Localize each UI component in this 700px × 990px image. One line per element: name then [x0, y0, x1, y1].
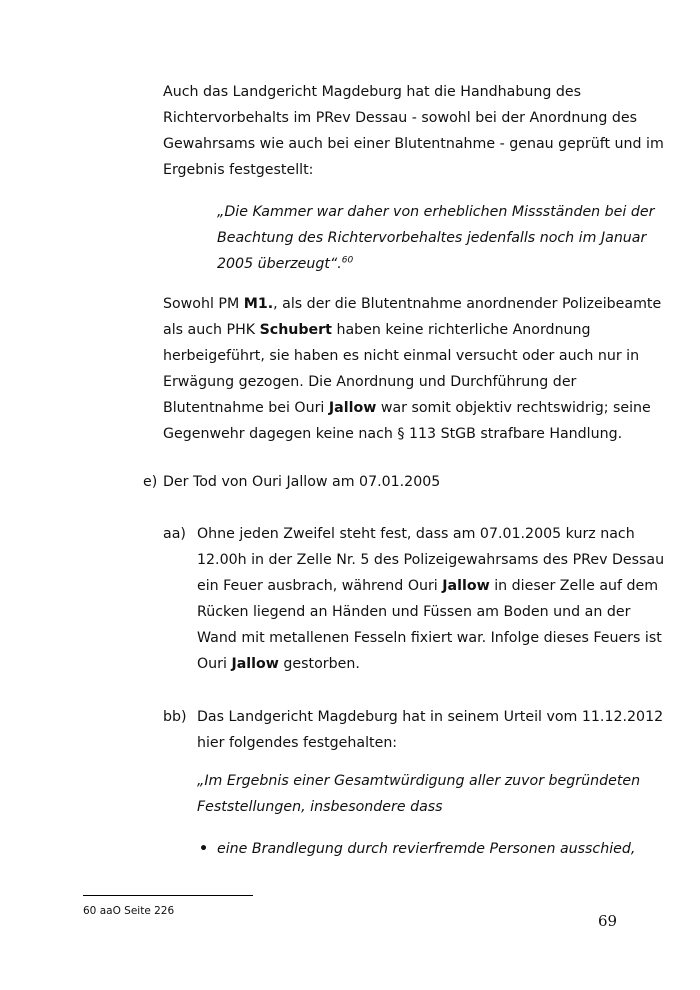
text-line: Rücken liegend an Händen und Füssen am Boden und an der: [197, 604, 631, 620]
footnote-text: 60 aaO Seite 226: [83, 905, 175, 917]
text-run: in dieser Zelle auf dem: [489, 578, 659, 594]
item-bb-text: [197, 704, 664, 756]
item-marker: bb): [163, 709, 187, 725]
text-run: haben keine richterliche Anordnung: [331, 322, 591, 338]
text-line: Auch das Landgericht Magdeburg hat die Handhabung des: [163, 84, 581, 100]
text-line: Gegenwehr dagegen keine nach § 113 StGB strafbare Handlung.: [163, 426, 623, 442]
text-run: Sowohl PM: [163, 296, 244, 312]
text-line: Das Landgericht Magdeburg hat in seinem Urteil vom 11.12.2012: [197, 709, 664, 725]
block-quote-kammer: [217, 199, 655, 277]
text-run: Blutentnahme bei Ouri: [163, 400, 329, 416]
section-heading: Der Tod von Ouri Jallow am 07.01.2005: [163, 474, 441, 490]
text-line: herbeigeführt, sie haben es nicht einmal versucht oder auch nur in: [163, 348, 640, 364]
footnote-reference: 60: [341, 255, 354, 266]
text-run: ein Feuer ausbrach, während Ouri: [197, 578, 443, 594]
text-line: [197, 651, 617, 677]
text-line: hier folgendes festgehalten:: [197, 735, 398, 751]
quote-line: [217, 251, 607, 277]
text-line: Wand mit metallenen Fesseln fixiert war. Infolge dieses Feuers ist: [197, 630, 662, 646]
paragraph-landgericht-review: [163, 79, 664, 183]
paragraph-blutentnahme: [163, 291, 662, 447]
item-marker: aa): [163, 526, 186, 542]
text-line: [163, 395, 651, 421]
text-run: als auch PHK: [163, 322, 260, 338]
text-run: , als der die Blutentnahme anordnender Polizeibeamte: [273, 296, 662, 312]
bullet-icon: •: [199, 841, 209, 857]
quote-last-text: 2005 überzeugt“.: [217, 256, 342, 272]
bullet-item-text: eine Brandlegung durch revierfremde Personen ausschied,: [217, 841, 636, 857]
quote-line: Feststellungen, insbesondere dass: [197, 799, 443, 815]
text-line: Erwägung gezogen. Die Anordnung und Durchführung der: [163, 374, 577, 390]
text-line: Gewahrsams wie auch bei einer Blutentnahme - genau geprüft und im: [163, 136, 664, 152]
text-run: war somit objektiv rechtswidrig; seine: [376, 400, 651, 416]
text-line: Ergebnis festgestellt:: [163, 162, 314, 178]
text-line: Richtervorbehalts im PRev Dessau - sowohl bei der Anordnung des: [163, 110, 638, 126]
quote-line: „Die Kammer war daher von erheblichen Missständen bei der: [217, 204, 655, 220]
section-marker: e): [143, 474, 158, 490]
text-line: [163, 291, 662, 317]
quote-line: „Im Ergebnis einer Gesamtwürdigung aller zuvor begründeten: [197, 773, 641, 789]
block-quote-gesamtwuerdigung: [197, 768, 641, 820]
quote-line: Beachtung des Richtervorbehaltes jedenfalls noch im Januar: [217, 230, 647, 246]
text-line: 12.00h in der Zelle Nr. 5 des Polizeigewahrsams des PRev Dessau: [197, 552, 665, 568]
text-line: Ohne jeden Zweifel steht fest, dass am 07.01.2005 kurz nach: [197, 526, 635, 542]
bold-name: M1.: [243, 296, 274, 312]
bold-name: Jallow: [328, 400, 377, 416]
text-run: gestorben.: [278, 656, 360, 672]
text-line: [163, 317, 613, 343]
item-aa-text: [197, 521, 665, 677]
text-line: [197, 573, 659, 599]
bold-name: Jallow: [231, 656, 279, 672]
footnote-divider: [83, 895, 253, 896]
bold-name: Schubert: [259, 322, 332, 338]
bold-name: Jallow: [442, 578, 490, 594]
text-run: Ouri: [197, 656, 232, 672]
page-number: 69: [598, 912, 618, 930]
